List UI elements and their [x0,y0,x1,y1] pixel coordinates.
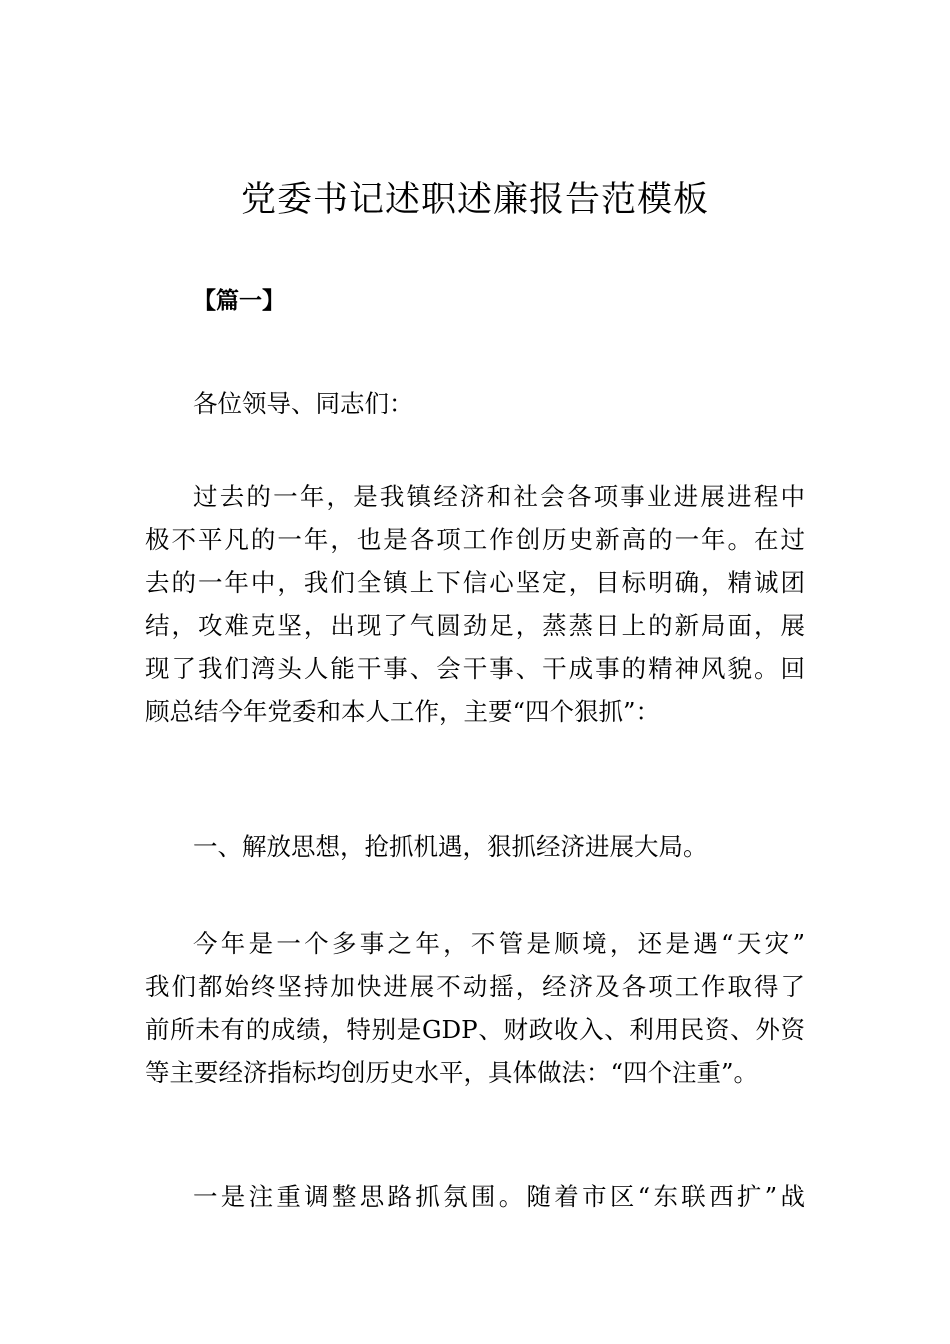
paragraph-3 [145,1175,805,1218]
section-label: 【篇一】 [193,288,285,314]
paragraph-line: 一是注重调整思路抓氛围。随着市区“东联西扩”战 [193,1182,805,1211]
heading-1 [145,825,805,868]
paragraph-line: 顾总结今年党委和本人工作，主要“四个狠抓”： [145,697,661,726]
paragraph-line: 我们都始终坚持加快进展不动摇，经济及各项工作取得了 [145,972,805,1001]
greeting-line: 各位领导、同志们： [193,389,414,418]
paragraph-line: 过去的一年，是我镇经济和社会各项事业进展进程中 [193,482,805,511]
paragraph-line: 今年是一个多事之年，不管是顺境，还是遇“天灾” [193,929,805,958]
paragraph-line: 前所未有的成绩，特别是GDP、财政收入、利用民资、外资 [145,1015,805,1044]
paragraph-2 [145,922,805,1094]
paragraph-1 [145,475,805,733]
greeting-paragraph [145,382,805,425]
paragraph-line: 去的一年中，我们全镇上下信心坚定，目标明确，精诚团 [145,568,805,597]
paragraph-line: 等主要经济指标均创历史水平，具体做法：“四个注重”。 [145,1058,759,1087]
paragraph-line: 现了我们湾头人能干事、会干事、干成事的精神风貌。回 [145,654,805,683]
section-heading: 一、解放思想，抢抓机遇，狠抓经济进展大局。 [193,832,708,861]
paragraph-line: 结，攻难克坚，出现了气圆劲足，蒸蒸日上的新局面，展 [145,611,805,640]
paragraph-line: 极不平凡的一年，也是各项工作创历史新高的一年。在过 [145,525,805,554]
document-title: 党委书记述职述廉报告范模板 [240,180,709,220]
